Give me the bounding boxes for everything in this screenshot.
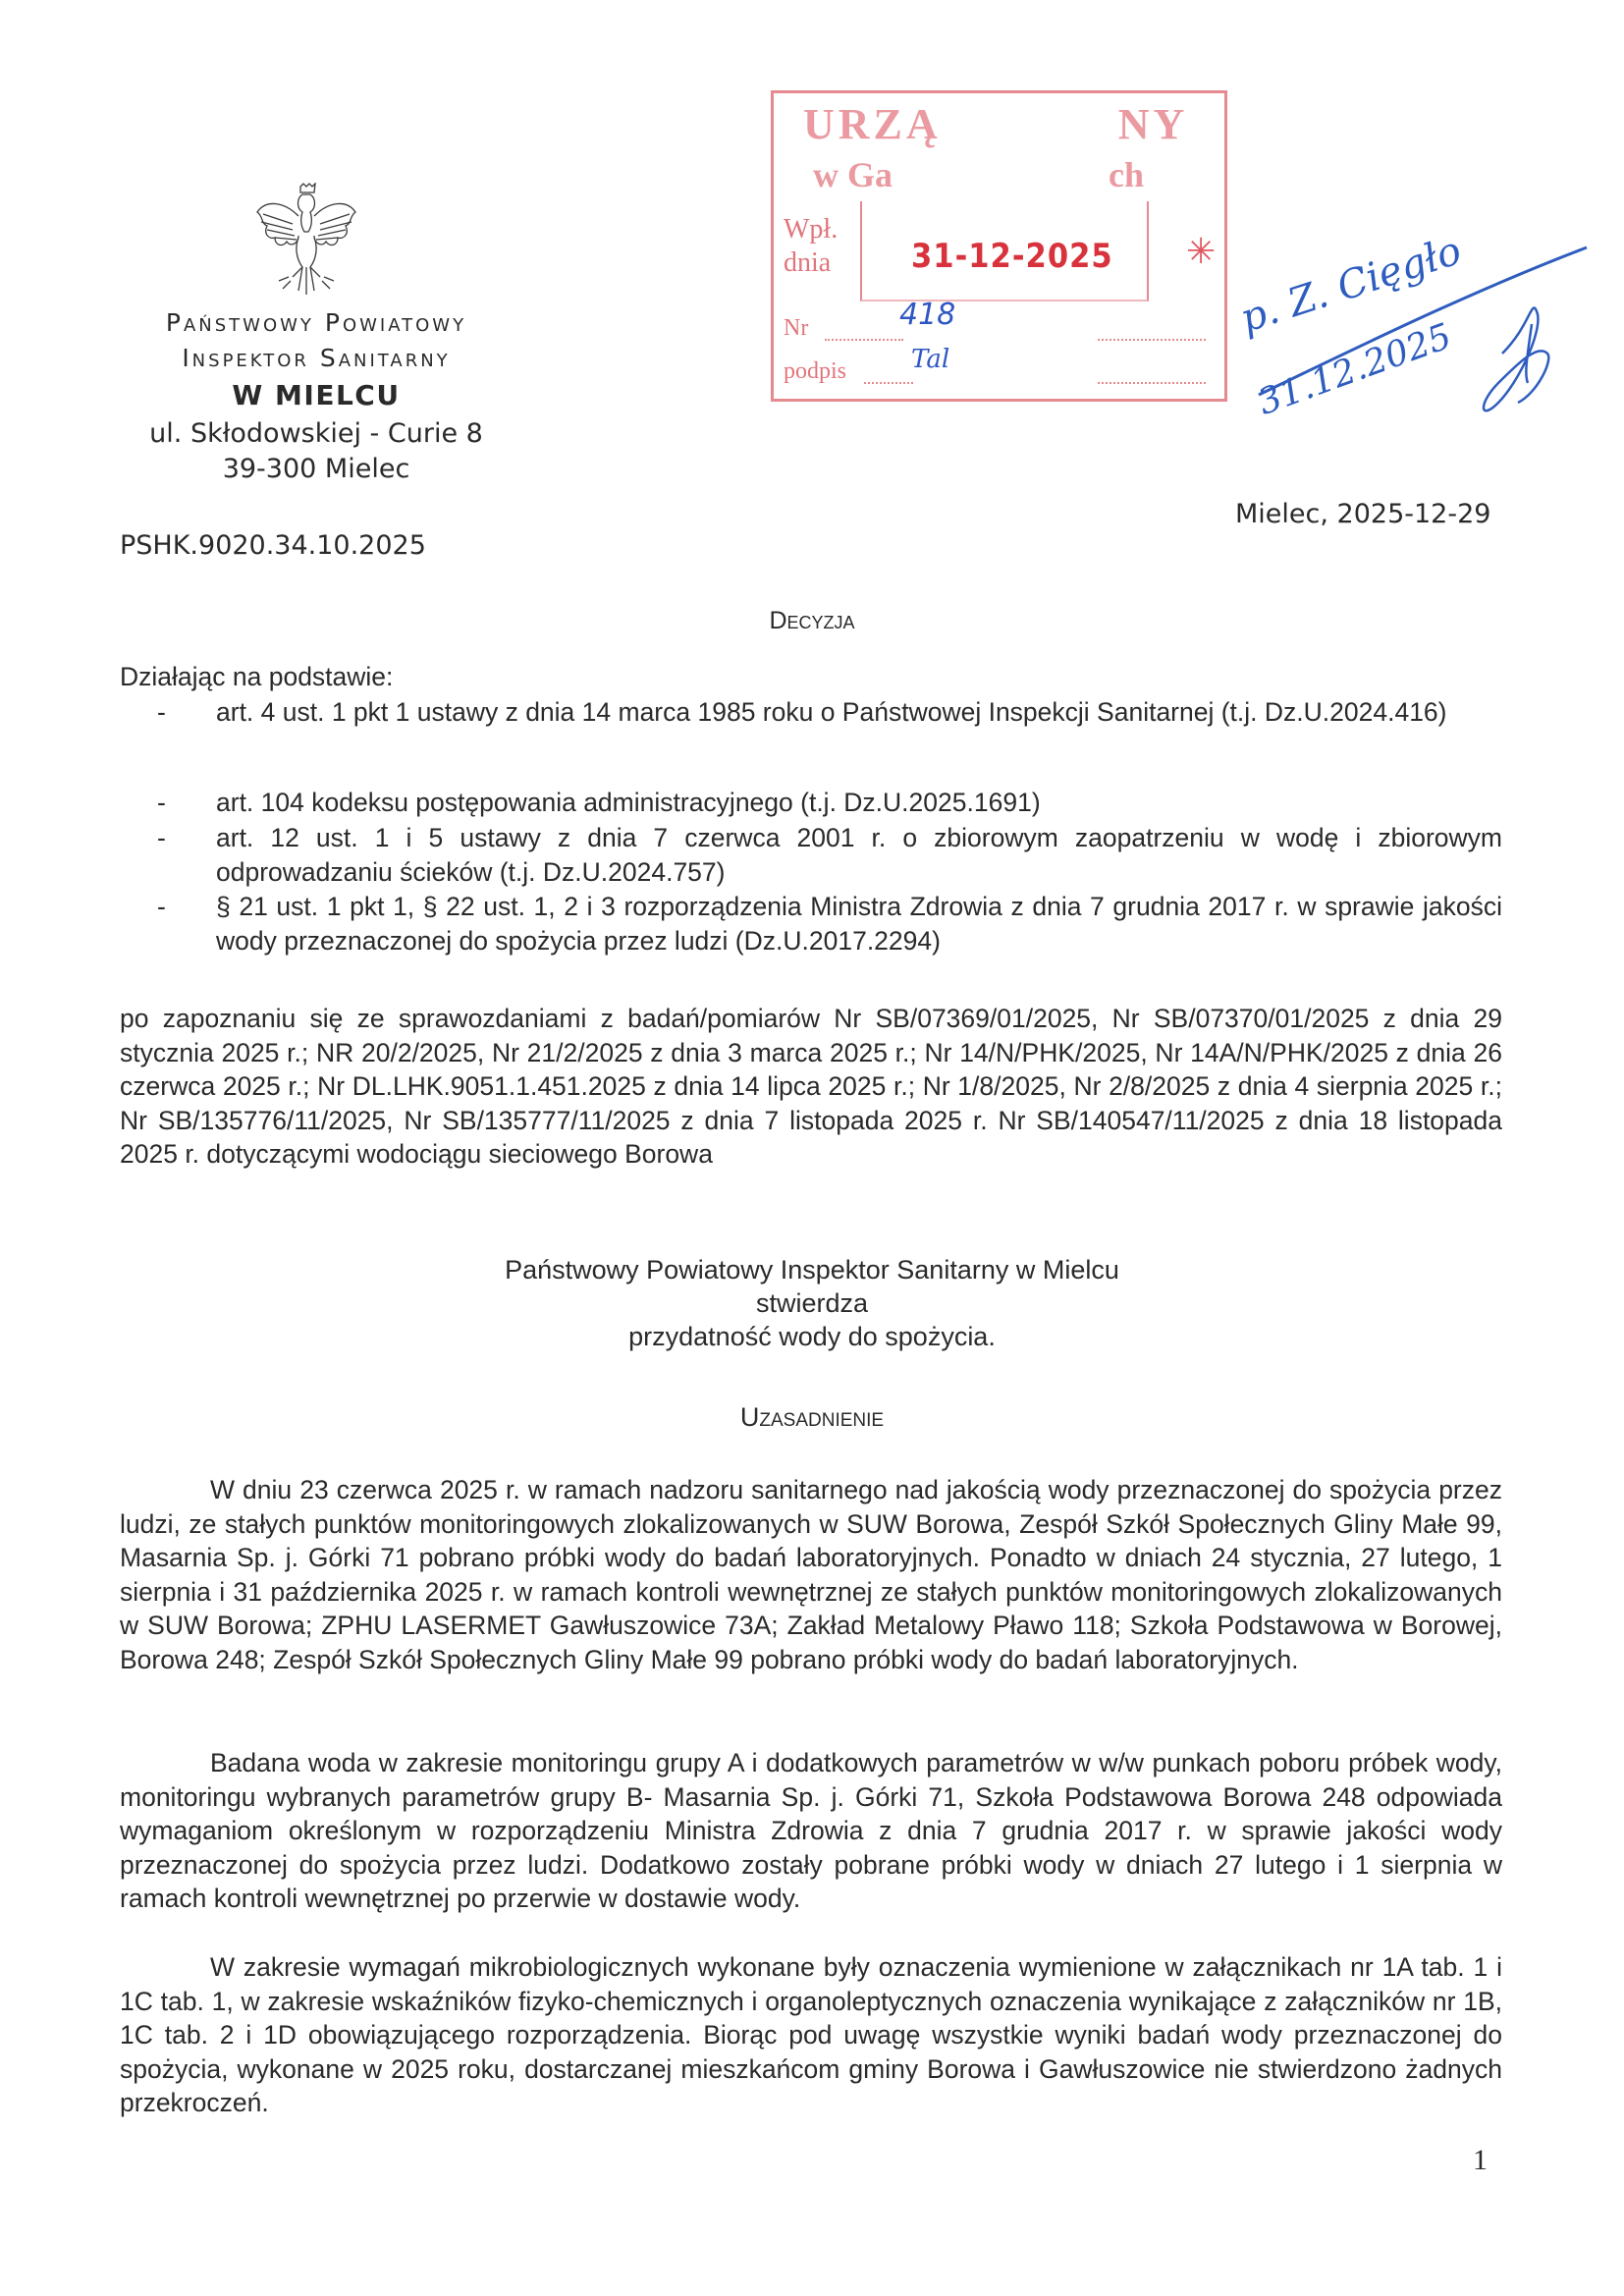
justification-paragraph: W dniu 23 czerwca 2025 r. w ramach nadzoru sanitarnego nad jakością wody przeznaczonej do spożycia przez ludzi, ze stałych punktów monitoringowych zlokalizowanych w SUW Borowa, Zespół Szkół Społecznych Gliny Małe 99, Masarnia Sp. j. Górki 71 pobrano próbki wody do badań laboratoryjnych. Ponadto w dniach 24 stycznia, 27 lutego, 1 sierpnia i 31 października 2025 r. w ramach kontroli wewnętrznej ze stałych punktów monitoringowych zlokalizowanych w SUW Borowa; ZPHU LASERMET Gawłuszowice 73A; Zakład Metalowy Pławo 118; Szkoła Podstawowa w Borowej, Borowa 248; Zespół Szkół Społecznych Gliny Małe 99 pobrano próbki wody do badań laboratoryjnych. — [120, 1475, 1502, 1674]
institution-name-line3: W MIELCU — [232, 379, 401, 411]
stamp-header-line1: URZĄ NY — [803, 100, 1189, 148]
stamp-dotted-line — [1098, 382, 1206, 384]
stamp-header-line2: w Ga ch — [813, 155, 1144, 194]
stamp-dotted-line — [864, 382, 913, 384]
list-dash: - — [157, 788, 166, 817]
document-title: Decyzja — [769, 607, 855, 634]
handwritten-date: 31.12.2025 — [1252, 315, 1457, 423]
decision-statement: przydatność wody do spożycia. — [628, 1322, 996, 1351]
handwritten-assignment: p. Z. Cięgło — [1234, 228, 1467, 342]
justification-title: Uzasadnienie — [739, 1402, 885, 1432]
stamp-received-label: Wpł. dnia — [784, 214, 839, 278]
star-icon: ✳ — [1186, 232, 1217, 271]
decision-verb: stwierdza — [755, 1288, 869, 1318]
legal-basis-text: § 21 ust. 1 pkt 1, § 22 ust. 1, 2 i 3 rozporządzenia Ministra Zdrowia z dnia 7 grudnia 2017 r. w sprawie jakości wody przeznaczonej do spożycia przez ludzi (Dz.U.2017.2294) — [216, 892, 1502, 956]
legal-basis-text: art. 104 kodeksu postępowania administracyjnego (t.j. Dz.U.2025.1691) — [216, 788, 1041, 817]
page-number: 1 — [1473, 2144, 1488, 2176]
list-dash: - — [157, 823, 166, 852]
case-number: PSHK.9020.34.10.2025 — [120, 530, 426, 561]
institution-name-line1: Państwowy Powiatowy — [165, 308, 467, 337]
list-dash: - — [157, 697, 166, 727]
justification-paragraph: Badana woda w zakresie monitoringu grupy A i dodatkowych parametrów w w/w punkach poboru próbek wody, monitoringu wybranych parametrów grupy B- Masarnia Sp. j. Górki 71, Szkoła Podstawowa Borowa 248 odpowiada wymaganiom określonym w rozporządzeniu Ministra Zdrowia z dnia 7 grudnia 2017 r. w sprawie jakości wody przeznaczonej do spożycia przez ludzi. Dodatkowo zostały pobrane próbki wody w dniach 27 lutego i 1 sierpnia w ramach kontroli wewnętrznej po przerwie w dostawie wody. — [120, 1748, 1502, 1913]
justification-paragraph: W zakresie wymagań mikrobiologicznych wykonane były oznaczenia wymienione w załącznikach nr 1A tab. 1 i 1C tab. 1, w zakresie wskaźników fizyko-chemicznych i organoleptycznych oznaczenia wynikające z załączników nr 1B, 1C tab. 2 i 1D obowiązującego rozporządzenia. Biorąc pod uwagę wszystkie wyniki badań wody przeznaczonej do spożycia, wykonane w 2025 roku, dostarczanej mieszkańcom gminy Borowa i Gawłuszowice nie stwierdzono żadnych przekroczeń. — [120, 1952, 1502, 2117]
reports-paragraph: po zapoznaniu się ze sprawozdaniami z badań/pomiarów Nr SB/07369/01/2025, Nr SB/07370/01/2025 z dnia 29 stycznia 2025 r.; NR 20/2/2025, Nr 21/2/2025 z dnia 3 marca 2025 r.; Nr 14/N/PHK/2025, Nr 14A/N/PHK/2025 z dnia 26 czerwca 2025 r.; Nr DL.LHK.9051.1.451.2025 z dnia 14 lipca 2025 r.; Nr 1/8/2025, Nr 2/8/2025 z dnia 4 sierpnia 2025 r.; Nr SB/135776/11/2025, Nr SB/135777/11/2025 z dnia 7 listopada 2025 r. Nr SB/140547/11/2025 z dnia 18 listopada 2025 r. dotyczącymi wodociągu sieciowego Borowa — [120, 1004, 1502, 1169]
stamp-number-label: Nr — [784, 315, 809, 341]
institution-address-city: 39-300 Mielec — [222, 454, 410, 484]
stamp-signature-value: Tal — [911, 345, 950, 374]
registry-stamp — [771, 90, 1227, 402]
legal-basis-intro: Działając na podstawie: — [120, 662, 394, 691]
stamp-number-value: 418 — [899, 298, 956, 332]
legal-basis-text: art. 12 ust. 1 i 5 ustawy z dnia 7 czerwca 2001 r. o zbiorowym zaopatrzeniu w wodę i zbiorowym odprowadzaniu ścieków (t.j. Dz.U.2024.757) — [216, 823, 1502, 887]
institution-name-line2: Inspektor Sanitarny — [182, 344, 451, 372]
stamp-signature-label: podpis — [784, 358, 847, 384]
place-and-date: Mielec, 2025-12-29 — [1235, 499, 1491, 529]
list-dash: - — [157, 892, 166, 921]
stamp-dotted-line — [1098, 339, 1206, 341]
polish-eagle-emblem — [253, 183, 359, 299]
decision-authority: Państwowy Powiatowy Inspektor Sanitarny w Mielcu — [505, 1255, 1119, 1285]
stamp-received-date: 31-12-2025 — [911, 237, 1113, 276]
legal-basis-text: art. 4 ust. 1 pkt 1 ustawy z dnia 14 marca 1985 roku o Państwowej Inspekcji Sanitarnej (t.j. Dz.U.2024.416) — [216, 697, 1447, 727]
stamp-dotted-line — [825, 339, 903, 341]
institution-address-street: ul. Skłodowskiej - Curie 8 — [149, 418, 483, 449]
